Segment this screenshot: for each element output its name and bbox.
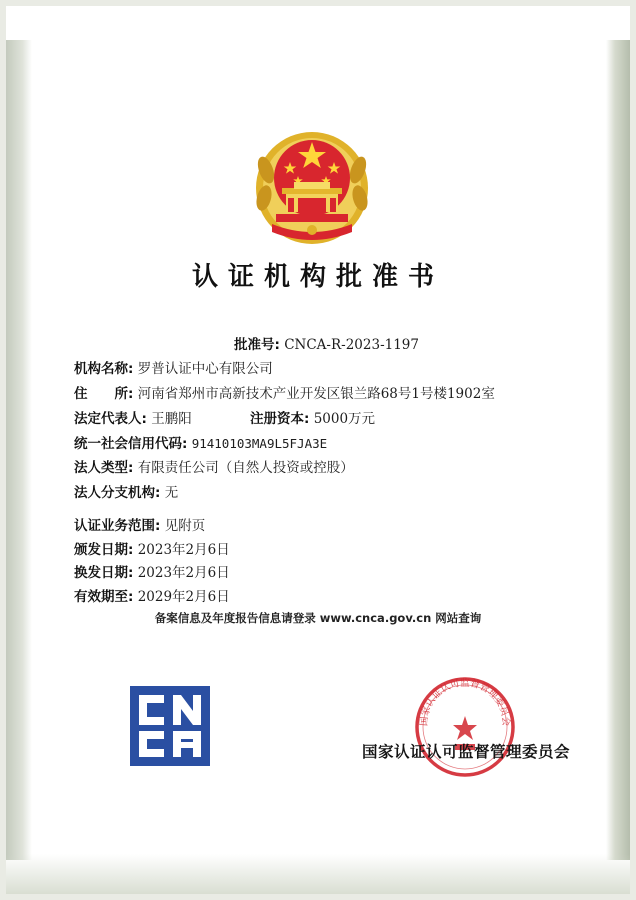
scan-shadow-right [606,40,636,860]
org-name-value: 罗普认证中心有限公司 [137,361,273,377]
scope-label: 认证业务范围: [74,518,161,534]
credit-code-value: 91410103MA9L5FJA3E [191,436,328,451]
seal-text: 国家认证认可监督管理委员会 [418,677,512,727]
scope-value: 见附页 [164,518,206,534]
address-row [74,382,495,402]
issue-date-value: 2023年2月6日 [137,542,230,558]
official-seal [414,676,516,778]
branch-value: 无 [164,485,179,501]
capital-label: 注册资本: [250,411,310,427]
filing-notice: 备案信息及年度报告信息请登录 www.cnca.gov.cn 网站查询 [154,611,482,625]
renew-date-value: 2023年2月6日 [137,565,230,581]
issue-date-label: 颁发日期: [74,542,134,558]
entity-type-row [74,456,354,476]
branch-label: 法人分支机构: [74,485,161,501]
expiry-date-row [74,585,230,605]
branch-row [74,481,178,501]
credit-code-row [74,432,327,452]
address-label: 住 所: [74,386,134,402]
legal-rep-value: 王鹏阳 [151,411,192,427]
entity-type-value: 有限责任公司（自然人投资或控股） [137,460,354,476]
org-name-row [74,357,273,377]
capital-row [250,407,375,427]
legal-rep-row [74,407,192,427]
expiry-date-value: 2029年2月6日 [137,589,230,605]
approval-number-line [234,333,419,353]
national-emblem [254,118,370,248]
approval-number: CNCA-R-2023-1197 [284,337,419,353]
approval-number-label: 批准号: [234,337,280,353]
document-title: 认证机构批准书 [191,262,444,292]
address-value: 河南省郑州市高新技术产业开发区银兰路68号1号楼1902室 [137,386,495,402]
issue-date-row [74,538,230,558]
renew-date-label: 换发日期: [74,565,134,581]
scan-shadow-bottom [0,854,636,900]
expiry-label: 有效期至: [74,589,134,605]
issuer-name: 国家认证认可监督管理委员会 [362,742,571,761]
scope-row [74,514,205,534]
org-name-label: 机构名称: [74,361,134,377]
scan-shadow-left [0,40,32,860]
capital-value: 5000万元 [313,411,376,427]
legal-rep-label: 法定代表人: [74,411,147,427]
credit-code-label: 统一社会信用代码: [74,436,188,452]
cnca-logo [130,686,210,766]
renew-date-row [74,561,230,581]
entity-type-label: 法人类型: [74,460,134,476]
